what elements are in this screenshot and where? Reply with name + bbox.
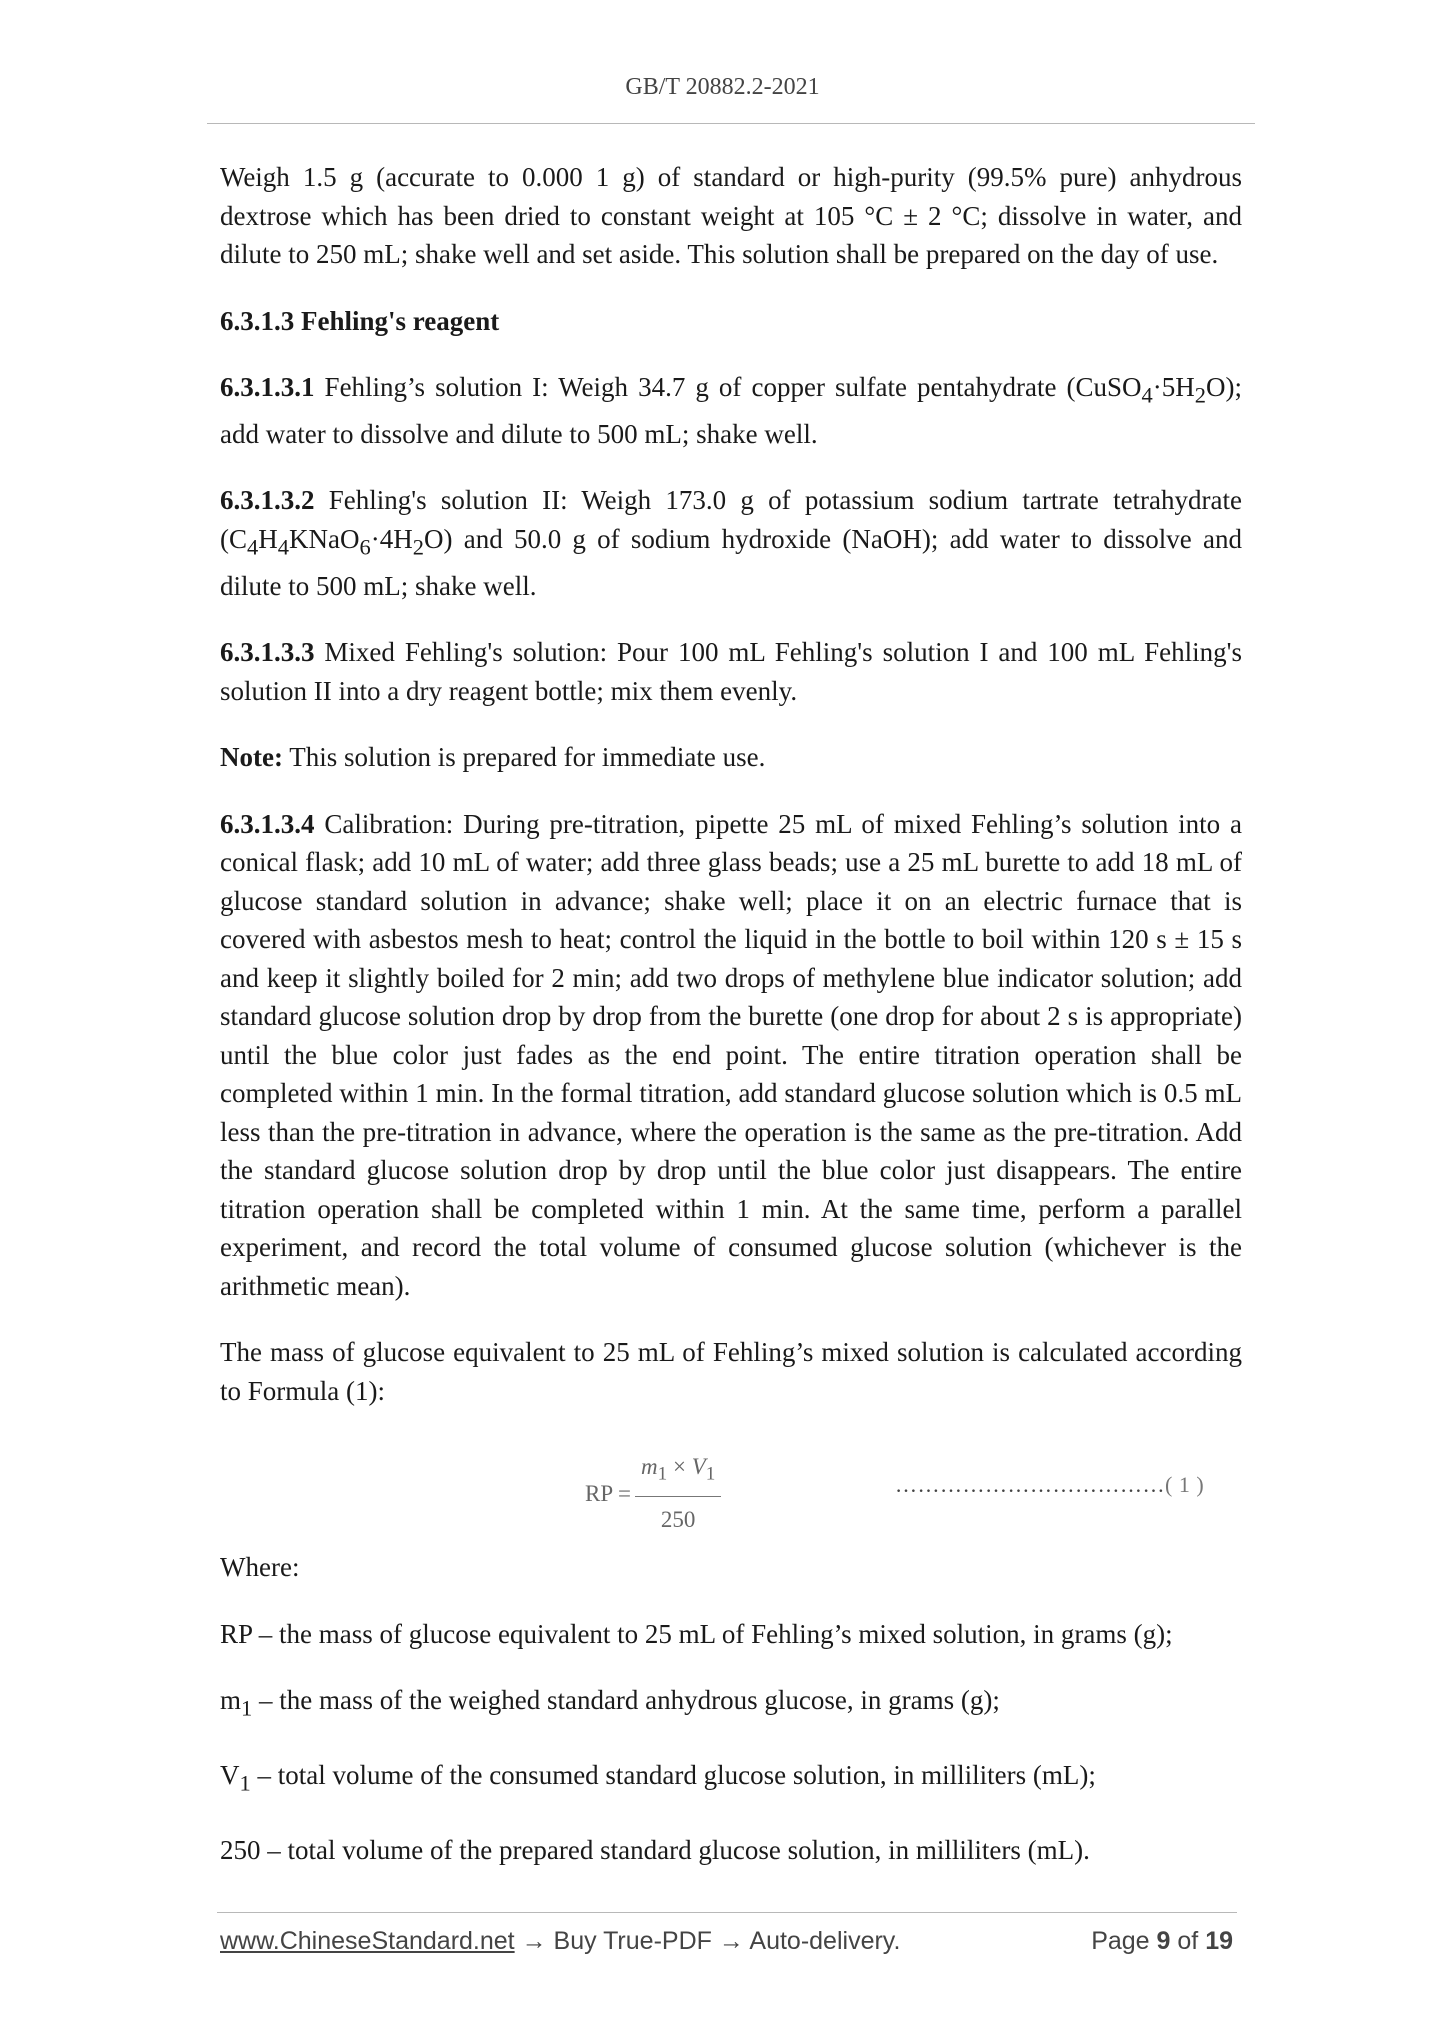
symbol: m <box>220 1685 242 1716</box>
clause-text: KNaO <box>289 523 360 554</box>
subscript: 2 <box>412 534 424 560</box>
definition-v1 <box>220 1756 1242 1803</box>
formula-denominator: 250 <box>660 1507 696 1533</box>
paragraph-6-3-1-3-1 <box>220 368 1242 453</box>
note <box>220 738 1242 777</box>
paragraph-6-3-1-3-4 <box>220 805 1242 1306</box>
subscript: 1 <box>705 1463 716 1485</box>
formula-numerator <box>635 1448 721 1497</box>
formula-1 <box>220 1438 1242 1533</box>
subscript: 6 <box>359 534 371 560</box>
footer-divider <box>217 1912 1237 1913</box>
clause-text: Fehling’s solution I: Weigh 34.7 g of copper sulfate pentahydrate (CuSO <box>314 372 1142 402</box>
paragraph-formula-intro: The mass of glucose equivalent to 25 mL of Fehling’s mixed solution is calculated according to Formula (1): <box>220 1337 1242 1406</box>
footer-tagline: → Buy True-PDF → Auto-delivery. <box>514 1927 901 1955</box>
definition-rp: RP – the mass of glucose equivalent to 25 mL of Fehling’s mixed solution, in grams (g); <box>220 1618 1173 1649</box>
clause-text: H <box>258 523 278 554</box>
note-text: This solution is prepared for immediate use. <box>282 742 766 773</box>
clause-text: Mixed Fehling's solution: Pour 100 mL Fehling's solution I and 100 mL Fehling's solution II into a dry reagent bottle; mix them evenly. <box>220 637 1242 706</box>
subscript: 4 <box>1141 382 1153 408</box>
website-link[interactable]: www.ChineseStandard.net <box>220 1927 515 1955</box>
subscript: 4 <box>247 534 259 560</box>
header-title: GB/T 20882.2-2021 <box>625 74 820 100</box>
clause-number: 6.3.1.3.3 <box>220 637 315 668</box>
page-label: Page <box>1091 1927 1157 1955</box>
where-label: Where: <box>220 1552 300 1583</box>
paragraph-6-3-1-3-2 <box>220 481 1242 605</box>
clause-text: Calibration: During pre-titration, pipette 25 mL of mixed Fehling’s solution into a conical flask; add 10 mL of water; add three glass beads; use a 25 mL burette to add 18 mL of glucose standard solution in advance; shake well; place it on an electric furnace that is covered with asbestos mesh to heat; control the liquid in the bottle to boil within 120 s ± 15 s and keep it slightly boiled for 2 min; add two drops of methylene blue indicator solution; add standard glucose solution drop by drop from the burette (one drop for about 2 s is appropriate) until the blue color just fades as the end point. The entire titration operation shall be completed within 1 min. In the formal titration, add standard glucose solution which is 0.5 mL less than the pre-titration in advance, where the operation is the same as the pre-titration. Add the standard glucose solution drop by drop until the blue color just disappears. The entire titration operation shall be completed within 1 min. At the same time, perform a parallel experiment, and record the total volume of consumed glucose solution (whichever is the arithmetic mean). <box>220 808 1242 1301</box>
definition-text: – the mass of the weighed standard anhydrous glucose, in grams (g); <box>252 1685 1000 1716</box>
header-divider <box>207 123 1255 124</box>
clause-text: ·5H <box>1152 372 1195 402</box>
paragraph-intro: Weigh 1.5 g (accurate to 0.000 1 g) of standard or high-purity (99.5% pure) anhydrous dextrose which has been dried to constant weight at 105 °C ± 2 °C; dissolve in water, and dilute to 250 mL; shake well and set aside. This solution shall be prepared on the day of use. <box>220 162 1242 269</box>
page-of: of <box>1170 1927 1206 1955</box>
var-v: V <box>691 1454 706 1480</box>
note-label: Note: <box>220 742 283 773</box>
formula-expression <box>585 1448 721 1540</box>
definition-250: 250 – total volume of the prepared standard glucose solution, in milliliters (mL). <box>220 1835 1090 1866</box>
definition-text: – total volume of the consumed standard glucose solution, in milliliters (mL); <box>250 1760 1096 1791</box>
clause-text: O); add water to dissolve and dilute to 500 mL; shake well. <box>220 372 1242 449</box>
definition-m1 <box>220 1681 1242 1728</box>
formula-fraction <box>635 1448 721 1540</box>
page-total: 19 <box>1205 1927 1233 1955</box>
clause-number: 6.3.1.3.4 <box>220 808 315 839</box>
formula-lhs: RP = <box>585 1480 631 1506</box>
section-heading-6313: 6.3.1.3 Fehling's reagent <box>220 305 500 336</box>
var-m: m <box>641 1454 658 1480</box>
clause-number: 6.3.1.3.1 <box>220 372 315 402</box>
clause-text: ·4H <box>370 523 413 554</box>
subscript: 1 <box>241 1695 253 1721</box>
subscript: 4 <box>277 534 289 560</box>
document-body <box>220 158 1242 1898</box>
subscript: 1 <box>239 1770 251 1796</box>
leader-dots: ……………………………… <box>895 1472 1165 1498</box>
clause-number: 6.3.1.3.2 <box>220 485 315 516</box>
clause-text: O) and 50.0 g of sodium hydroxide (NaOH); add water to dissolve and dilute to 500 mL; shake well. <box>220 523 1242 601</box>
symbol: V <box>220 1760 240 1791</box>
subscript: 2 <box>1194 382 1206 408</box>
paragraph-6-3-1-3-3 <box>220 633 1242 710</box>
subscript: 1 <box>657 1463 668 1485</box>
equation-label: ( 1 ) <box>1165 1472 1205 1498</box>
footer-promo <box>220 1927 900 1956</box>
times-sign: × <box>667 1454 692 1480</box>
page-current: 9 <box>1156 1927 1171 1955</box>
formula-number <box>895 1466 1204 1505</box>
clause-text: Fehling's solution II: Weigh 173.0 g of potassium sodium tartrate tetrahydrate (C <box>220 485 1242 554</box>
page-indicator <box>1091 1927 1233 1956</box>
